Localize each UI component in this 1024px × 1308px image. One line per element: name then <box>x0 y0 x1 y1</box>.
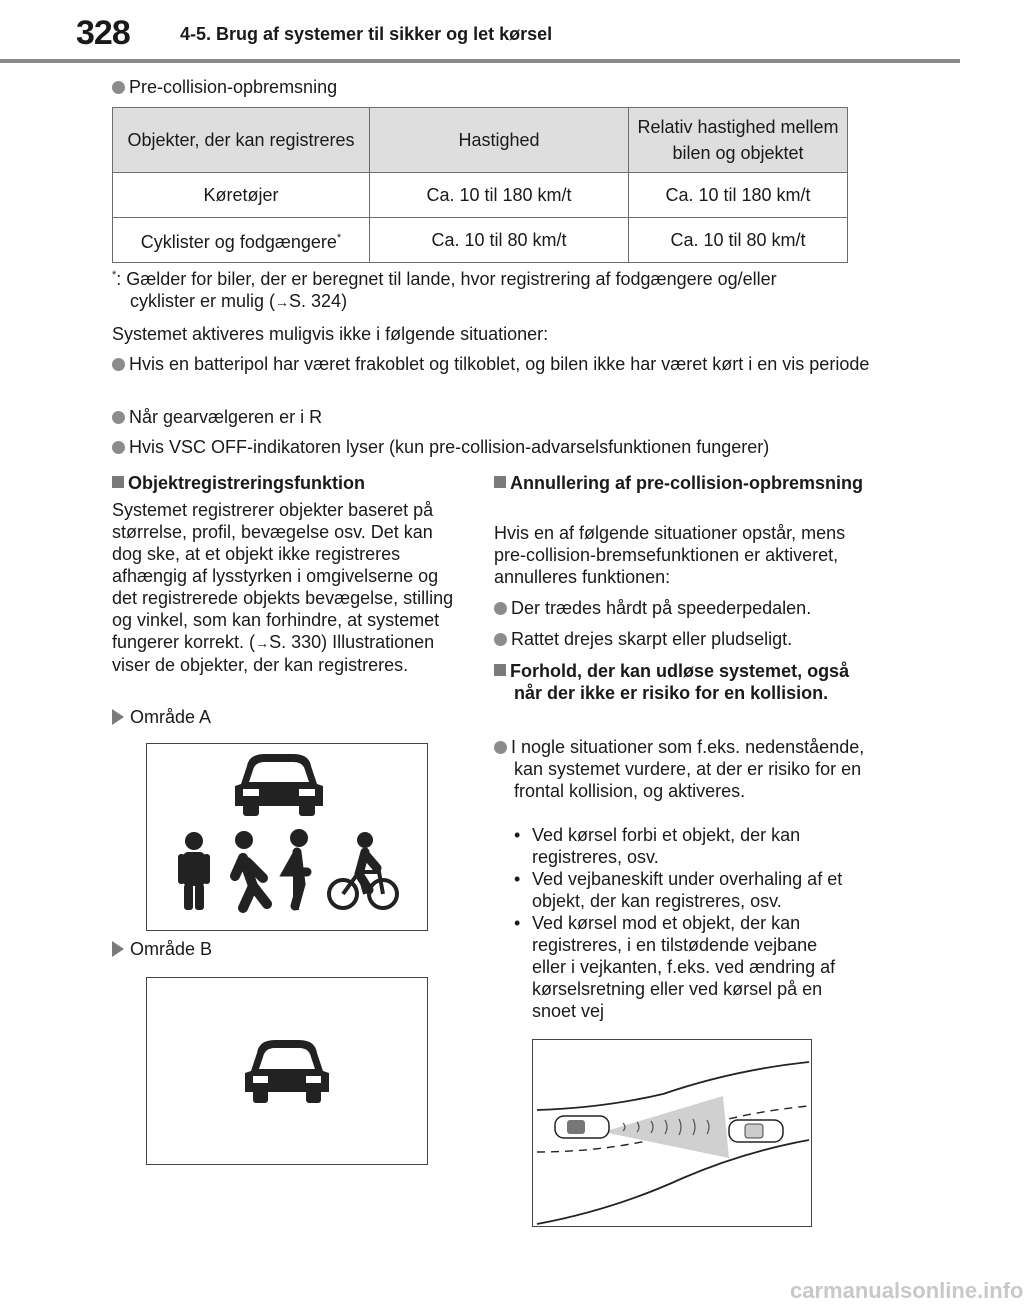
sub-list <box>496 824 846 1022</box>
area-b-text: Område B <box>130 939 213 959</box>
area-a-illustration <box>146 743 428 931</box>
list-item-text: Der trædes hårdt på speederpedalen. <box>511 598 812 618</box>
sub-bullet-icon: • <box>514 825 521 845</box>
road-scenario-illustration <box>532 1039 812 1227</box>
table-cell: Ca. 10 til 80 km/t <box>370 218 629 263</box>
table-header: Hastighed <box>370 108 629 173</box>
sub-list-item <box>496 824 846 868</box>
table-header: Relativ hastighed mellem bilen og objektet <box>629 108 848 173</box>
triangle-bullet-icon <box>112 941 124 957</box>
list-item <box>494 736 866 802</box>
footnote-line1: : Gælder for biler, der er beregnet til lande, hvor registrering af fodgængere og/eller <box>116 269 777 289</box>
bullet-dot-icon <box>112 441 125 454</box>
list-item <box>112 406 872 428</box>
bullet-dot-icon <box>112 81 125 94</box>
square-bullet-icon <box>494 476 506 488</box>
list-item-text: Når gearvælgeren er i R <box>129 407 323 427</box>
sub-bullet-icon: • <box>514 913 521 933</box>
area-b-illustration <box>146 977 428 1165</box>
list-item-text: I nogle situationer som f.eks. nedenstående, kan systemet vurdere, at der er risiko for en frontal kollision, og aktiveres. <box>511 737 865 801</box>
sub-list-item <box>496 912 846 1022</box>
page-number: 328 <box>76 14 130 52</box>
bullet-dot-icon <box>494 602 507 615</box>
bullet-dot-icon <box>112 411 125 424</box>
cancel-heading <box>494 472 864 494</box>
sub-item-text: Ved kørsel mod et objekt, der kan registreres, i en tilstødende vejbane eller i vejkanten, f.eks. ved ændring af kørselsretning eller ved kørsel på en snoet vej <box>532 913 836 1021</box>
list-item-text: Rattet drejes skarpt eller pludseligt. <box>511 629 793 649</box>
page-header <box>0 0 960 62</box>
header-rule <box>0 59 960 63</box>
intro-text: Systemet aktiveres muligvis ikke i følgende situationer: <box>112 324 549 344</box>
sub-bullet-icon: • <box>514 869 521 889</box>
list-item <box>112 353 872 375</box>
table-cell: Køretøjer <box>113 173 370 218</box>
sub-item-text: Ved kørsel forbi et objekt, der kan registreres, osv. <box>532 825 801 867</box>
object-detection-body <box>112 499 462 676</box>
triangle-bullet-icon <box>112 709 124 725</box>
heading-text: Objektregistreringsfunktion <box>128 473 366 493</box>
bullet-dot-icon <box>112 358 125 371</box>
page-ref-arrow-icon: → <box>275 294 290 310</box>
footnote <box>112 264 852 290</box>
vehicle-pedestrian-cyclist-icon <box>147 744 427 930</box>
bullet-dot-icon <box>494 741 507 754</box>
table-cell: Ca. 10 til 80 km/t <box>629 218 848 263</box>
table-row <box>113 218 848 263</box>
sub-item-text: Ved vejbaneskift under overhaling af et objekt, der kan registreres, osv. <box>532 869 843 911</box>
trigger-heading <box>494 660 866 704</box>
bullet-dot-icon <box>494 633 507 646</box>
footnote-mark: * <box>336 232 342 244</box>
area-a-label <box>112 706 211 728</box>
table-row <box>113 173 848 218</box>
body-pre: Systemet registrerer objekter baseret på størrelse, profil, bevægelse osv. Det kan dog ske, at et objekt ikke registreres afhængig af lysstyrken i omgivelserne og det registrerede objekts bevægelse, stilling og vinkel, som kan forhindre, at systemet fungerer korrekt. ( <box>112 500 454 652</box>
table-header-row <box>113 108 848 173</box>
footnote-line2-pre: cyklister er mulig ( <box>130 291 276 311</box>
square-bullet-icon <box>112 476 124 488</box>
section-title: 4-5. Brug af systemer til sikker og let kørsel <box>180 24 553 44</box>
table-cell: Ca. 10 til 180 km/t <box>629 173 848 218</box>
page-ref-arrow-icon: → <box>255 635 270 651</box>
table-header: Objekter, der kan registreres <box>113 108 370 173</box>
precollision-label: Pre-collision-opbremsning <box>129 77 338 97</box>
list-item-text: Hvis en batteripol har været frakoblet og tilkoblet, og bilen ikke har været kørt i en vis periode <box>129 354 870 374</box>
table-cell-text: Cyklister og fodgængere <box>140 232 337 252</box>
table-cell: Ca. 10 til 180 km/t <box>370 173 629 218</box>
detection-table <box>112 107 848 263</box>
cancel-body: Hvis en af følgende situationer opstår, mens pre-collision-bremsefunktionen er aktiveret, annulleres funktionen: <box>494 523 846 587</box>
body-post: S. 330) Illustrationen viser de objekter, der kan registreres. <box>112 632 435 675</box>
area-a-text: Område A <box>130 707 212 727</box>
overtaking-scenario-icon <box>533 1040 811 1226</box>
footnote-line2 <box>130 290 347 313</box>
watermark: carmanualsonline.info <box>790 1278 1024 1303</box>
area-b-label <box>112 938 212 960</box>
sub-list-item <box>496 868 846 912</box>
heading-text: Annullering af pre-collision-opbremsning <box>510 473 864 493</box>
list-item <box>112 436 882 458</box>
object-detection-heading <box>112 472 365 494</box>
square-bullet-icon <box>494 664 506 676</box>
list-item-text: Hvis VSC OFF-indikatoren lyser (kun pre-collision-advarselsfunktionen fungerer) <box>129 437 770 457</box>
table-cell <box>113 218 370 263</box>
list-item <box>494 597 811 619</box>
heading-text: Forhold, der kan udløse systemet, også når der ikke er risiko for en kollision. <box>510 661 850 703</box>
footnote-line2-post: S. 324) <box>289 291 348 311</box>
precollision-bullet <box>112 76 337 98</box>
list-item <box>494 628 792 650</box>
vehicle-icon <box>147 978 427 1164</box>
footnote-mark: * <box>112 269 117 281</box>
